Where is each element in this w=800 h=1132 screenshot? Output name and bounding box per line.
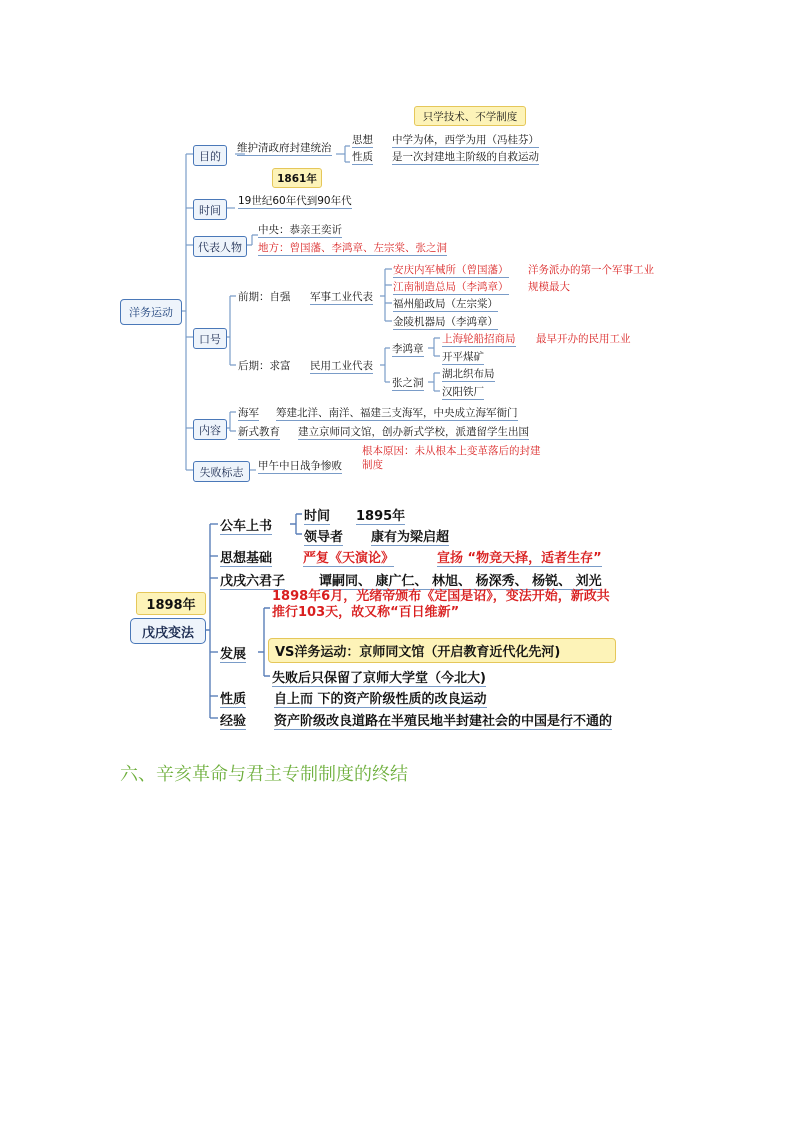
time-text: 19世纪60年代到90年代: [238, 195, 352, 207]
lhz-note: 最早开办的民用工业: [536, 333, 631, 345]
petition-leader-label: 领导者: [304, 526, 343, 546]
branch-slogan: 口号: [193, 328, 227, 349]
six-gentlemen-names: 谭嗣同、 康广仁、 林旭、 杨深秀、 杨锐、 刘光: [319, 570, 602, 590]
branch-ideology: 思想基础: [220, 547, 272, 567]
ideology-label: 思想: [352, 134, 373, 146]
zzd-item-1: 湖北织布局: [442, 368, 495, 380]
branch-petition: 公车上书: [220, 515, 272, 535]
branch-purpose: 目的: [193, 145, 227, 166]
year-1898-badge: 1898年: [136, 592, 206, 615]
lhz-item-1: 上海轮船招商局: [442, 333, 516, 345]
zzd-item-2: 汉阳铁厂: [442, 386, 484, 398]
note-purpose: 只学技术、不学制度: [414, 106, 526, 126]
content-navy-label: 海军: [238, 407, 259, 419]
failure-cause: 根本原因：未从根本上变革落后的封建制度: [362, 445, 541, 471]
early-item-2: 江南制造总局（李鸿章）: [393, 281, 509, 293]
late-lihongzhang: 李鸿章: [392, 343, 424, 355]
early-item-1: 安庆内军械所（曾国藩）: [393, 264, 509, 276]
failure-text: 甲午中日战争惨败: [258, 460, 342, 472]
branch-lesson: 经验: [220, 710, 246, 730]
branch-development: 发展: [220, 643, 246, 663]
slogan-late-label: 后期：求富: [238, 360, 291, 372]
content-edu-label: 新式教育: [238, 426, 280, 438]
slogan-late-type: 民用工业代表: [310, 360, 373, 372]
nature-text: 是一次封建地主阶级的自救运动: [392, 151, 539, 163]
ideology-right: 宣扬 “物竞天择，适者生存”: [437, 547, 602, 567]
note-1861: 1861年: [272, 168, 322, 188]
late-zhangzhidong: 张之洞: [392, 377, 424, 389]
content-navy-text: 筹建北洋、南洋、福建三支海军，中央成立海军衙门: [276, 407, 518, 419]
ideology-text: 中学为体，西学为用（冯桂芬）: [392, 134, 539, 146]
purpose-main: 维护清政府封建统治: [237, 142, 332, 154]
ideology-left: 严复《天演论》: [303, 547, 394, 567]
development-vs: VS洋务运动：京师同文馆（开启教育近代化先河): [268, 638, 616, 663]
nature-text-2: 自上而 下的资产阶级性质的改良运动: [274, 688, 487, 708]
petition-time-label: 时间: [304, 505, 330, 525]
root-node-wuxu: 戊戌变法: [130, 618, 206, 644]
early-item-4: 金陵机器局（李鸿章）: [393, 316, 498, 328]
section-heading: 六、辛亥革命与君主专制制度的终结: [120, 764, 408, 785]
early-note-1: 洋务派办的第一个军事工业: [528, 264, 654, 276]
early-item-3: 福州船政局（左宗棠）: [393, 298, 498, 310]
branch-six-gentlemen: 戊戌六君子: [220, 570, 285, 590]
content-edu-text: 建立京师同文馆，创办新式学校，派遣留学生出国: [298, 426, 529, 438]
development-text: 1898年6月，光绪帝颁布《定国是诏》，变法开始，新政共推行103天，故又称“百日维新”: [272, 589, 610, 620]
lhz-item-2: 开平煤矿: [442, 351, 484, 363]
development-kept: 失败后只保留了京师大学堂（今北大): [272, 667, 486, 687]
branch-failure: 失败标志: [193, 461, 250, 482]
slogan-early-label: 前期：自强: [238, 291, 291, 303]
slogan-early-type: 军事工业代表: [310, 291, 373, 303]
lesson-text: 资产阶级改良道路在半殖民地半封建社会的中国是行不通的: [274, 710, 612, 730]
petition-leader-value: 康有为梁启超: [371, 526, 449, 546]
nature-label: 性质: [352, 151, 373, 163]
early-note-2: 规模最大: [528, 281, 570, 293]
branch-figures: 代表人物: [193, 236, 247, 257]
petition-time-value: 1895年: [356, 505, 405, 525]
figures-central: 中央：恭亲王奕䜣: [258, 224, 342, 236]
branch-content: 内容: [193, 419, 227, 440]
figures-local: 地方：曾国藩、李鸿章、左宗棠、张之洞: [258, 242, 447, 254]
root-node-yangwu: 洋务运动: [120, 299, 182, 325]
branch-nature: 性质: [220, 688, 246, 708]
branch-time: 时间: [193, 199, 227, 220]
